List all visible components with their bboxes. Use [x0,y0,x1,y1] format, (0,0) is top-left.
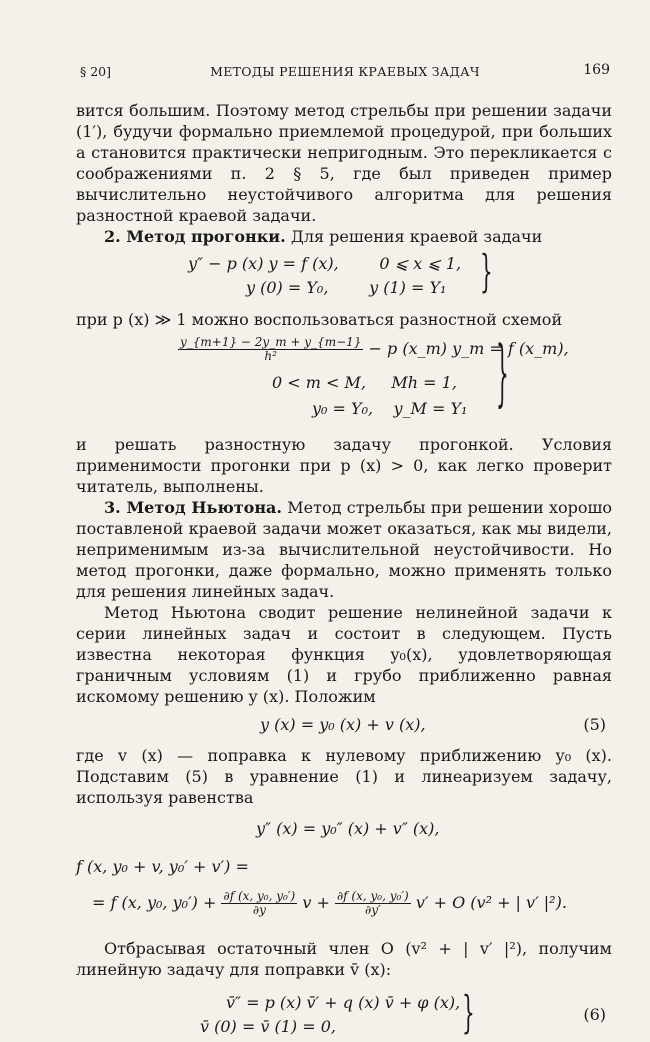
eq2-line1 [178,336,569,363]
section-ref: § 20] [80,64,112,79]
paragraph-newton-method [76,497,612,602]
eq4: y″ (x) = y₀″ (x) + v″ (x), [256,819,440,838]
paragraph-5-text: Метод стрельбы при решении хорошо поставленой краевой задачи может оказаться, как мы видели, неприменимым из-за вычислительной неустойчивости. Но метод прогонки, даже формально, можно применять только для решения линейных задач. [76,498,612,601]
eq2-line1-rest: − p (x_m) y_m = f (x_m), [368,339,569,358]
page-number: 169 [583,62,610,78]
eq5-fraction-1-numerator: ∂f (x, y₀, y₀′) [223,889,296,903]
eq5-fraction-1-denominator: ∂y [252,903,266,917]
heading-sweep-method: 2. Метод прогонки. [104,227,286,246]
eq6-brace: } [462,985,475,1039]
eq5-fraction-2 [335,890,411,917]
equation-linearization [76,850,612,932]
paragraph-7: где v (x) — поправка к нулевому приближению y₀ (x). Подставим (5) в уравнение (1) и линеаризуем задачу, используя равенства [76,746,612,807]
page-body [76,100,612,1042]
eq5-line2-c: v′ + O (v² + | v′ |²). [415,893,567,912]
eq5-fraction-1 [221,890,297,917]
eq2-brace: } [496,328,509,416]
running-title: МЕТОДЫ РЕШЕНИЯ КРАЕВЫХ ЗАДАЧ [210,64,480,79]
eq2-line3: y₀ = Y₀, y_M = Y₁ [312,399,468,418]
eq3: y (x) = y₀ (x) + v (x), [260,715,426,734]
eq5-line2 [92,890,567,917]
eq5-line2-a: = f (x, y₀, y₀′) + [92,893,217,912]
eq2-fraction-numerator: y_{m+1} − 2y_m + y_{m−1} [180,335,362,349]
eq2-line2: 0 < m < M, Mh = 1, [272,373,457,392]
eq3-number: (5) [583,715,606,734]
equation-6 [76,986,612,1042]
paragraph-2-text: Для решения краевой задачи [285,227,543,246]
page-header [80,62,610,82]
equation-boundary-problem [76,244,612,303]
eq6-line1: v̄″ = p (x) v̄′ + q (x) v̄ + φ (x), [226,993,461,1012]
paragraph-sweep-method [76,226,612,247]
eq1-brace: } [480,244,493,298]
eq5-fraction-2-denominator: ∂y′ [364,903,381,917]
paragraph-6: Метод Ньютона сводит решение нелинейной задачи к серии линейных задач и состоит в следующем. Пусть известна некоторая функция y₀(x), удовлетворяющая граничным условиям (1) и грубо приближенно равная искомому решению y (x). Положим [76,603,612,706]
eq2-fraction [178,336,363,363]
eq1-line2: y (0) = Y₀, y (1) = Y₁ [246,278,447,297]
equation-5 [76,711,612,739]
heading-newton-method: 3. Метод Ньютона. [104,498,282,517]
eq1-line1: y″ − p (x) y = f (x), 0 ⩽ x ⩽ 1, [188,254,462,273]
paragraph-1: вится большим. Поэтому метод стрельбы при решении задачи (1′), будучи формально приемлемой процедурой, при больших a становится практически непригодным. Это перекликается с соображениями п. 2 § 5, где был приведен пример вычислительно неустойчивого алгоритма для решения разностной краевой задачи. [76,101,612,225]
eq5-line2-b: v + [302,893,330,912]
equation-second-derivative [76,812,612,844]
eq6-number: (6) [583,1005,606,1024]
eq6-line2: v̄ (0) = v̄ (1) = 0, [200,1017,336,1036]
equation-difference-scheme [76,328,612,426]
paragraph-8: Отбрасывая остаточный член O (v² + | v′ |²), получим линейную задачу для поправки v̄ (x): [76,939,612,979]
eq5-line1: f (x, y₀ + v, y₀′ + v′) = [76,857,249,876]
paragraph-4: и решать разностную задачу прогонкой. Условия применимости прогонки при p (x) > 0, как легко проверит читатель, выполнены. [76,435,612,496]
eq5-fraction-2-numerator: ∂f (x, y₀, y₀′) [336,889,409,903]
paragraph-3: при p (x) ≫ 1 можно воспользоваться разностной схемой [76,310,563,329]
eq2-fraction-denominator: h² [264,349,277,363]
